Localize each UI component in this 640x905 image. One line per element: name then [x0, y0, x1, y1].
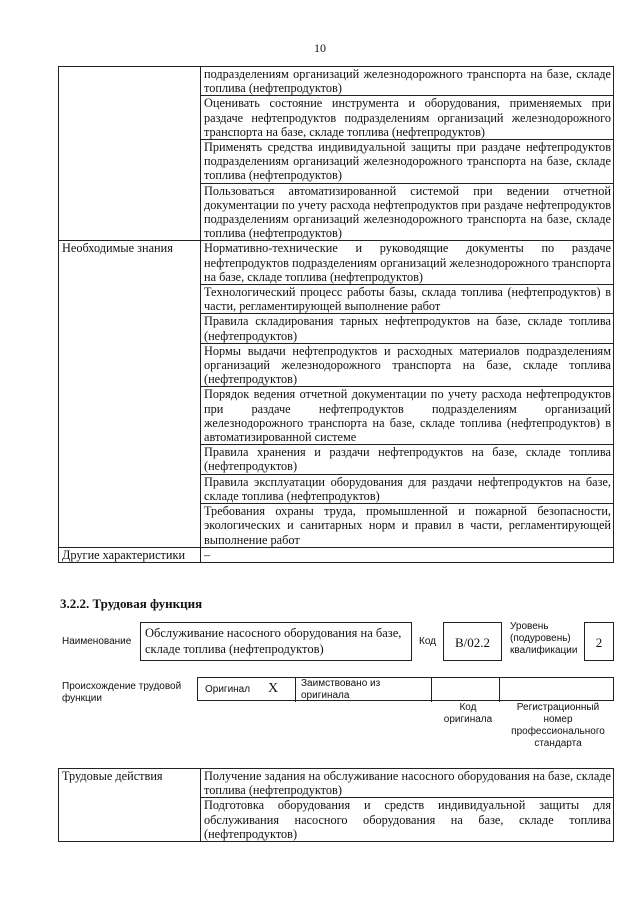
row-label-other: Другие характеристики: [59, 547, 201, 562]
requirements-table: [58, 66, 614, 563]
table-row: [59, 67, 614, 96]
table-row: [59, 547, 614, 562]
table-cell: подразделениям организаций железнодорожного транспорта на базе, складе топлива (нефтепродуктов): [201, 67, 614, 96]
row-label: [59, 67, 201, 241]
reg-number-label: Регистрационный номер профессионального стандарта: [511, 702, 605, 749]
table-cell: Правила хранения и раздачи нефтепродуктов на базе, складе топлива (нефтепродуктов): [201, 445, 614, 474]
borrowed-label: Заимствовано из оригинала: [301, 678, 381, 701]
borrowed-cell: [296, 678, 432, 702]
original-label: Оригинал: [205, 684, 251, 695]
table-row: [59, 241, 614, 285]
original-mark: X: [268, 681, 279, 696]
reg-number-cell: [500, 678, 615, 702]
origin-row: [197, 677, 614, 701]
name-label: Наименование: [62, 636, 132, 647]
table-cell: Технологический процесс работы базы, склада топлива (нефтепродуктов) в части, регламентирующей выполнение работ: [201, 285, 614, 314]
function-name-box: Обслуживание насосного оборудования на базе, складе топлива (нефтепродуктов): [140, 622, 412, 661]
labor-actions-table: [58, 768, 614, 842]
function-code-box: B/02.2: [443, 622, 502, 661]
origin-label: Происхождение трудовой функции: [62, 681, 182, 704]
table-cell: Получение задания на обслуживание насосного оборудования на базе, складе топлива (нефтепродуктов): [201, 769, 614, 798]
table-row: [59, 769, 614, 798]
table-cell: Оценивать состояние инструмента и оборудования, применяемых при раздаче нефтепродуктов подразделениям организаций железнодорожного транспорта на базе, складе топлива (нефтепродуктов): [201, 96, 614, 140]
row-label-knowledge: Необходимые знания: [59, 241, 201, 547]
code-original-cell: [432, 678, 500, 702]
table-cell: Нормы выдачи нефтепродуктов и расходных материалов подразделениям организаций железнодорожного транспорта на базе, складе топлива (нефтепродуктов): [201, 343, 614, 387]
table-cell: Применять средства индивидуальной защиты при раздаче нефтепродуктов подразделениям организаций железнодорожного транспорта на базе, складе топлива (нефтепродуктов): [201, 140, 614, 184]
table-cell: Требования охраны труда, промышленной и пожарной безопасности, экологических и санитарных норм и правил в части, регламентирующей выполнение работ: [201, 504, 614, 548]
table-cell: Порядок ведения отчетной документации по учету расхода нефтепродуктов при раздаче нефтепродуктов подразделениям организаций железнодорожного транспорта на базе, складе топлива (нефтепродуктов) в автоматизированной системе: [201, 387, 614, 445]
table-cell: Пользоваться автоматизированной системой при ведении отчетной документации по учету расхода нефтепродуктов при раздаче нефтепродуктов подразделениям организаций железнодорожного транспорта на базе, складе топлива (нефтепродуктов): [201, 183, 614, 241]
table-cell: Правила эксплуатации оборудования для раздачи нефтепродуктов на базе, складе топлива (нефтепродуктов): [201, 474, 614, 503]
table-cell: Подготовка оборудования и средств индивидуальной защиты для обслуживания насосного оборудования на базе, складе топлива (нефтепродуктов): [201, 798, 614, 842]
row-label-actions: Трудовые действия: [59, 769, 201, 842]
table-cell: Правила складирования тарных нефтепродуктов на базе, складе топлива (нефтепродуктов): [201, 314, 614, 343]
table-cell: –: [201, 547, 614, 562]
qualification-level-box: 2: [584, 622, 614, 661]
section-title: 3.2.2. Трудовая функция: [60, 596, 203, 611]
table-cell: Нормативно-технические и руководящие документы по раздаче нефтепродуктов подразделениям организаций железнодорожного транспорта на базе, складе топлива (нефтепродуктов): [201, 241, 614, 285]
original-cell: [198, 678, 296, 702]
code-label: Код: [419, 636, 437, 647]
level-label: Уровень (подуровень) квалификации: [510, 621, 578, 656]
code-original-label: Код оригинала: [443, 702, 493, 725]
page-number: 10: [314, 41, 326, 55]
